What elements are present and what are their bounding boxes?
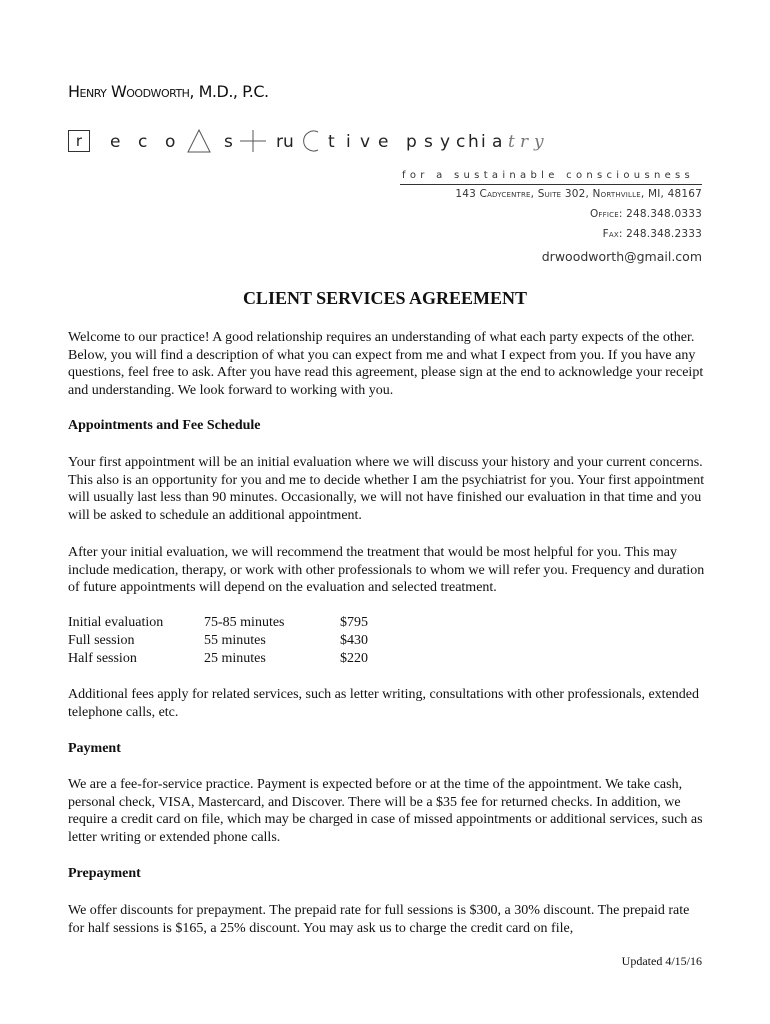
logo-letter: y xyxy=(534,132,544,152)
fee-row xyxy=(68,651,468,669)
logo-letter: ru xyxy=(276,132,294,152)
fax-number: Fax: 248.348.2333 xyxy=(602,228,702,240)
address: 143 Cadycentre, Suite 302, Northville, MI, 48167 xyxy=(455,188,702,200)
logo-letter: c xyxy=(138,132,148,152)
fee-row xyxy=(68,615,468,633)
fee-service: Full session xyxy=(68,633,135,648)
intro-paragraph: Welcome to our practice! A good relationship requires an understanding of what each party expects of the other. Below, you will find a description of what you can expect from me and what I expect from you. If you have any questions, feel free to ask. After you have read this agreement, please sign at the end to acknowledge your receipt and understanding. We look forward to working with you. xyxy=(68,330,704,398)
payment-paragraph: We are a fee-for-service practice. Payment is expected before or at the time of the appointment. We take cash, personal check, VISA, Mastercard, and Discover. There will be a $35 fee for returned checks. In addition, we require a credit card on file, which may be charged in case of missed appointments or additional services, such as letter writing or extended phone calls. xyxy=(68,777,703,845)
additional-fees-paragraph: Additional fees apply for related services, such as letter writing, consultations with other professionals, extended telephone calls, etc. xyxy=(68,687,699,720)
triangle-icon xyxy=(186,128,212,154)
logo-letter: t xyxy=(328,132,335,152)
logo-letter: e xyxy=(378,132,389,152)
tagline-divider xyxy=(400,184,702,185)
fee-price: $430 xyxy=(340,633,368,648)
fee-price: $220 xyxy=(340,651,368,666)
section-heading-prepayment: Prepayment xyxy=(68,866,141,881)
logo-letter: s xyxy=(224,132,233,152)
logo-letter-box: r xyxy=(68,130,90,152)
appointments-paragraph-1: Your first appointment will be an initial evaluation where we will discuss your history and your current concerns. This also is an opportunity for you and me to decide whether I am the psychiatrist for you. Your first appointment will usually last less than 90 minutes. Occasionally, we will not have finished our evaluation in that time and you will be asked to schedule an additional appointment. xyxy=(68,455,705,523)
fee-duration: 75-85 minutes xyxy=(204,615,285,630)
section-heading-payment: Payment xyxy=(68,741,121,756)
logo-letter: s xyxy=(424,132,433,152)
prepayment-paragraph: We offer discounts for prepayment. The prepaid rate for full sessions is $300, a 30% discount. The prepaid rate for half sessions is $165, a 25% discount. You may ask us to charge the credit card on file, xyxy=(68,903,690,936)
section-heading-appointments: Appointments and Fee Schedule xyxy=(68,418,261,433)
logo-letter: e xyxy=(110,132,121,152)
tagline: for a sustainable consciousness xyxy=(402,170,695,181)
logo-letter: i xyxy=(481,132,486,152)
logo-letter: c xyxy=(456,132,466,152)
practice-logo xyxy=(68,124,558,164)
practice-name: Henry Woodworth, M.D., P.C. xyxy=(68,82,269,101)
logo-letter: h xyxy=(468,132,479,152)
fee-duration: 25 minutes xyxy=(204,651,266,666)
updated-date: Updated 4/15/16 xyxy=(621,954,702,968)
fee-price: $795 xyxy=(340,615,368,630)
fee-row xyxy=(68,633,468,651)
logo-letter: y xyxy=(440,132,451,152)
document-title: CLIENT SERVICES AGREEMENT xyxy=(242,288,528,308)
crescent-icon xyxy=(298,128,322,154)
email-address: drwoodworth@gmail.com xyxy=(541,249,702,264)
plus-icon xyxy=(238,128,268,154)
logo-letter: v xyxy=(360,132,371,152)
fee-service: Half session xyxy=(68,651,137,666)
logo-letter: a xyxy=(492,132,503,152)
logo-letter: p xyxy=(406,132,417,152)
fee-duration: 55 minutes xyxy=(204,633,266,648)
logo-letter: t xyxy=(508,132,515,152)
office-phone: Office: 248.348.0333 xyxy=(589,208,702,220)
logo-letter: r xyxy=(520,132,529,152)
fee-service: Initial evaluation xyxy=(68,615,164,630)
logo-letter: i xyxy=(346,132,351,152)
appointments-paragraph-2: After your initial evaluation, we will recommend the treatment that would be most helpful for you. This may include medication, therapy, or work with other professionals to whom we will refer you. Frequency and duration of future appointments will depend on the evaluation and selected treatment. xyxy=(68,545,705,596)
logo-letter: o xyxy=(165,132,176,152)
